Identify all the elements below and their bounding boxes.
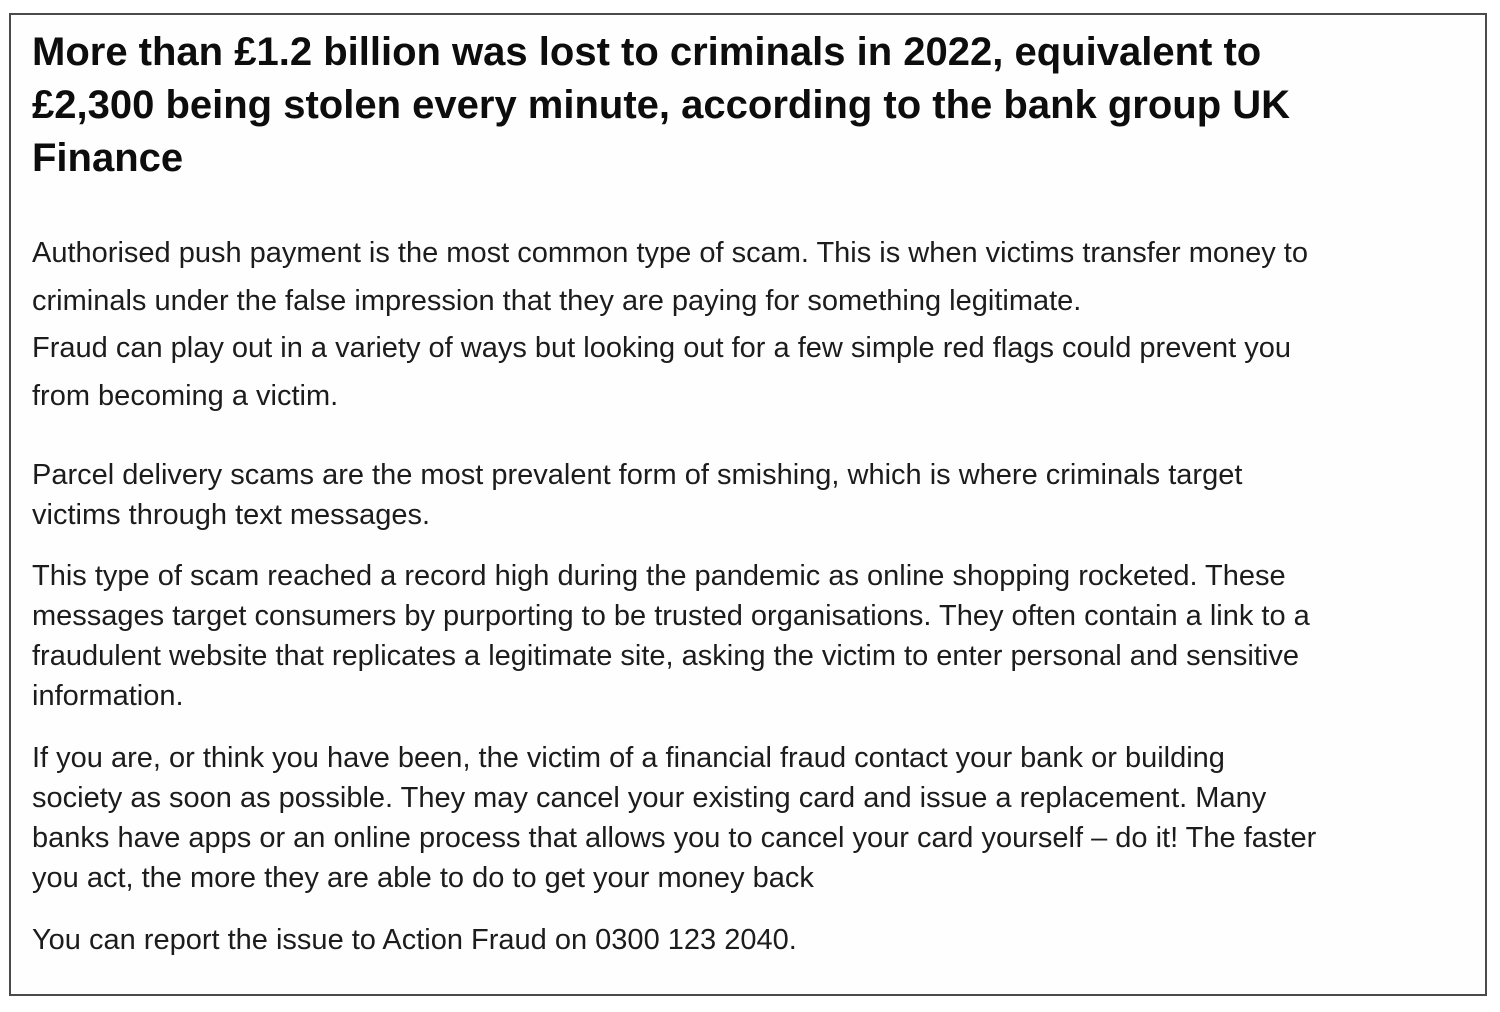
paragraph-line: fraudulent website that replicates a legitimate site, asking the victim to enter personal and sensitive (32, 640, 1300, 672)
headline-line: £2,300 being stolen every minute, according to the bank group UK (32, 83, 1291, 127)
paragraph-report-action-fraud (32, 920, 797, 960)
paragraph-line: victims through text messages. (32, 499, 431, 531)
paragraph-line: Parcel delivery scams are the most prevalent form of smishing, which is where criminals target (32, 459, 1243, 491)
paragraph-contact-your-bank (32, 738, 1316, 898)
headline-line: More than £1.2 billion was lost to criminals in 2022, equivalent to (32, 30, 1262, 74)
paragraph-line: banks have apps or an online process that allows you to cancel your card yourself – do it! The faster (32, 822, 1317, 854)
paragraph-line: If you are, or think you have been, the victim of a financial fraud contact your bank or building (32, 742, 1225, 774)
paragraph-line: from becoming a victim. (32, 379, 339, 412)
paragraph-authorised-push-payment (32, 230, 1308, 420)
headline (32, 26, 1290, 185)
paragraph-line: you act, the more they are able to do to get your money back (32, 862, 814, 894)
paragraph-line: criminals under the false impression that they are paying for something legitimate. (32, 284, 1082, 317)
paragraph-line: information. (32, 680, 184, 712)
paragraph-line: This type of scam reached a record high during the pandemic as online shopping rocketed. These (32, 560, 1286, 592)
paragraph-line: society as soon as possible. They may cancel your existing card and issue a replacement. Many (32, 782, 1267, 814)
headline-line: Finance (32, 136, 184, 180)
paragraph-line: messages target consumers by purporting to be trusted organisations. They often contain a link to a (32, 600, 1310, 632)
paragraph-line: Fraud can play out in a variety of ways but looking out for a few simple red flags could prevent you (32, 332, 1291, 364)
paragraph-smishing-details (32, 556, 1310, 716)
paragraph-parcel-delivery-scams (32, 455, 1242, 535)
paragraph-line: Authorised push payment is the most common type of scam. This is when victims transfer money to (32, 237, 1308, 269)
paragraph-line: You can report the issue to Action Fraud on 0300 123 2040. (32, 924, 797, 956)
